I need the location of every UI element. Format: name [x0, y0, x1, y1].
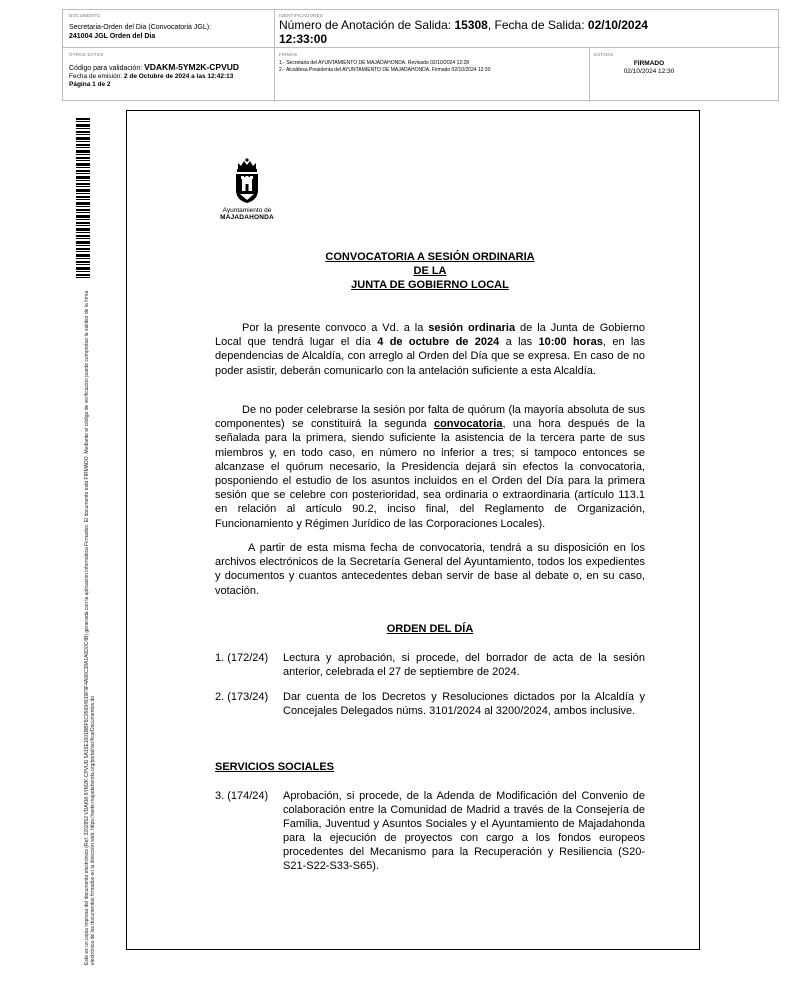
title-line1: CONVOCATORIA A SESIÓN ORDINARIA — [325, 251, 535, 263]
agenda-item-number: 3. (174/24) — [215, 790, 269, 802]
documento-line2: 241004 JGL Orden del Dia — [69, 33, 156, 40]
document-header — [62, 9, 779, 101]
agenda-item — [215, 789, 645, 873]
firma-1: 1.- Secretaria del AYUNTAMIENTO DE MAJADAHONDA. Revisado 02/10/2024 12:28 — [279, 60, 470, 66]
estado-value: FIRMADO — [633, 60, 665, 67]
p1-text-a: Por la presente convoco a Vd. a la — [242, 322, 429, 334]
registro-caption: IDENTIFICADORES — [279, 13, 324, 18]
p2-text-c: , una hora después de la señalada para la primera, siendo suficiente la asistencia de la tercera parte de sus miembros y, en todo caso, en número no inferior a tres; si tampoco entonces se alcanzase el quórum necesario, la Presidencia dejará sin efectos la convocatoria, posponiendo el estudio de los asuntos incluidos en el Orden del Día para la primera sesión que se celebre con posterioridad, sea ordinaria o extraordinaria (artículo 113.1 en relación al artículo 90.2, inciso final, del Reglamento de Organización, Funcionamiento y Régimen Jurídico de las Corporaciones Locales). — [215, 418, 645, 530]
barcode — [76, 118, 90, 278]
p1-text-c: de la Junta de Gobierno Local que tendrá lugar el día — [215, 322, 645, 349]
emission-date — [69, 73, 274, 80]
registro-numero: 15308 — [454, 18, 488, 32]
documento-caption: DOCUMENTO — [69, 13, 101, 18]
p1-text-e: a las — [499, 336, 539, 349]
validation-code — [69, 62, 274, 72]
registro-hora: 12:33:00 — [279, 32, 328, 46]
registro-cell — [275, 10, 780, 48]
document-title — [215, 250, 645, 292]
page-indicator: Página 1 de 2 — [69, 81, 111, 88]
ayuntamiento-logo — [214, 158, 280, 221]
firma-2: 2.- Alcaldesa Presidenta del AYUNTAMIENTO DE MAJADAHONDA. Firmado 02/10/2024 12:30 — [279, 67, 491, 73]
p1-text-g: , en las dependencias de Alcaldía, con arreglo al Orden del Día que se expresa. En caso de no poder asistir, deberán comunicarlo con la antelación suficiente a esta Alcaldía. — [215, 336, 645, 377]
firmas-cell — [275, 48, 590, 102]
title-line2: DE LA — [413, 265, 447, 277]
p3-text: A partir de esta misma fecha de convocatoria, tendrá a su disposición en los archivos electrónicos de la Secretaría General del Ayuntamiento, todos los expedientes y documentos y cuantos antecedentes deban servir de base al debate o, en su caso, votación. — [215, 542, 645, 597]
registro-fecha: 02/10/2024 — [587, 18, 648, 32]
p1-time: 10:00 horas — [538, 336, 603, 349]
title-line3: JUNTA DE GOBIERNO LOCAL — [351, 279, 509, 291]
verification-margin-text: Este es un copia impresa del documento electrónico (Ref: 3202952 VDAKM-5YM2K-CPVUD 5A15E1601BBF5C95694919F9F4A98C38A1A6D0C4B) generada con la aplicación informática Firmadoc. El documento está FIRMADO. Mediante el código de verificación puede comprobar la validez de la firma electrónica de los documentos firmados en la dirección web: https://sede.majadahonda.org/portal/verificarDocumentos.do — [84, 290, 96, 965]
paragraph-convocatoria — [215, 321, 645, 378]
otros-caption: OTROS DATOS — [69, 52, 104, 57]
estado-caption: ESTADO — [594, 52, 614, 57]
documento-line1: Secretaria-Orden del Dia (Convocatoria JGL): — [69, 24, 212, 31]
logo-line1: Ayuntamiento de — [222, 207, 272, 214]
registro-text — [279, 18, 659, 46]
agenda-item — [215, 690, 645, 718]
agenda-item-number: 2. (173/24) — [215, 691, 269, 703]
p1-sesion: sesión ordinaria — [428, 322, 516, 334]
p2-text-a: De no poder celebrarse la sesión por falta de quórum (la mayoría absoluta de sus componentes) se constituirá la segunda — [215, 404, 645, 431]
coat-of-arms-icon — [231, 158, 263, 204]
orden-del-dia-heading: ORDEN DEL DÍA — [386, 623, 474, 635]
paragraph-quorum — [215, 403, 645, 531]
emission-value: 2 de Octubre de 2024 a las 12:42:13 — [123, 73, 234, 80]
registro-prefix: Número de Anotación de Salida: — [279, 18, 455, 32]
emission-label: Fecha de emisión: — [69, 73, 124, 80]
estado-fecha: 02/10/2024 12:30 — [623, 68, 675, 75]
p1-date: 4 de octubre de 2024 — [377, 336, 500, 349]
registro-mid: , Fecha de Salida: — [487, 18, 588, 32]
agenda-item-text: Lectura y aprobación, si procede, del borrador de acta de la sesión anterior, celebrada el 27 de septiembre de 2024. — [283, 652, 645, 678]
agenda-item-text: Dar cuenta de los Decretos y Resoluciones dictados por la Alcaldía y Concejales Delegados núms. 3101/2024 al 3200/2024, ambos inclusive. — [283, 691, 645, 717]
p2-convocatoria: convocatoria — [433, 418, 503, 431]
paragraph-archivos — [215, 541, 645, 598]
agenda-item-text: Aprobación, si procede, de la Adenda de Modificación del Convenio de colaboración entre la Comunidad de Madrid a través de la Consejería de Familia, Juventud y Asuntos Sociales y el Ayuntamiento de Majadahonda para la ejecución de proyectos con cargo a los fondos europeos procedentes del Mecanismo para la Recuperación y Resiliencia (S20-S21-S22-S33-S65). — [283, 790, 645, 872]
firmas-caption: FIRMAS — [279, 52, 298, 57]
validation-label: Código para validación: — [69, 65, 145, 72]
agenda-item-number: 1. (172/24) — [215, 652, 269, 664]
validation-value: VDAKM-5YM2K-CPVUD — [144, 62, 240, 72]
logo-line2: MAJADAHONDA — [220, 214, 274, 221]
section-heading-servicios-sociales: SERVICIOS SOCIALES — [215, 761, 334, 773]
firmas-list — [279, 60, 589, 74]
estado-cell — [590, 48, 780, 102]
otros-datos-cell — [63, 48, 275, 102]
agenda-item — [215, 651, 645, 679]
documento-cell — [63, 10, 275, 48]
